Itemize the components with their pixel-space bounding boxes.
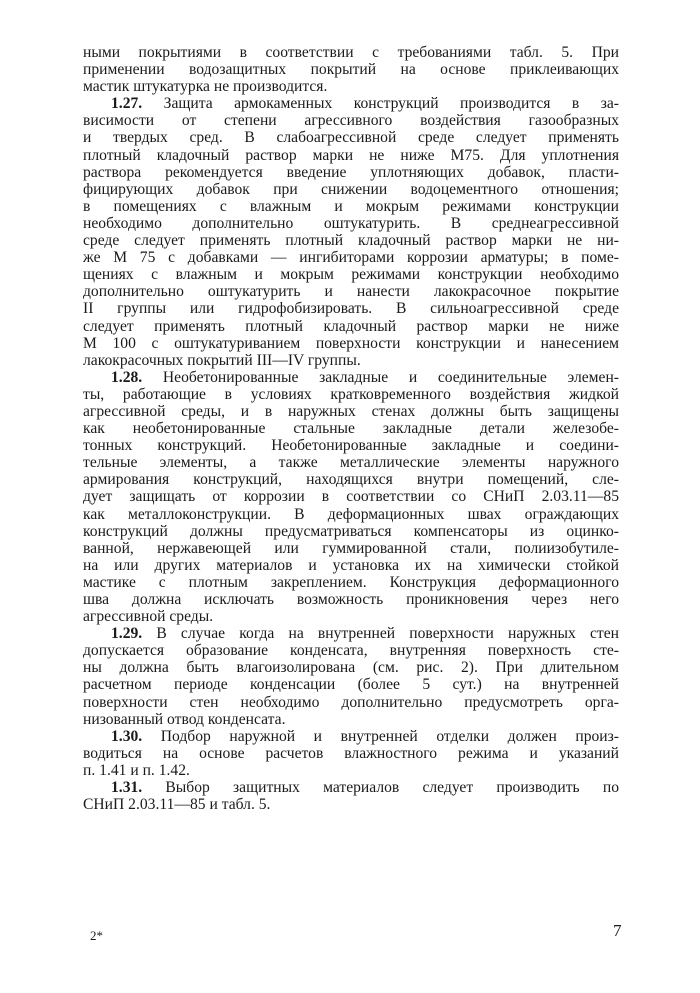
text-line: плотный кладочный раствор марки не ниже М75. Для уплотнения — [83, 146, 619, 164]
text-line-content: Защита армокаменных конструкций производится в за- — [142, 95, 619, 113]
paragraph-1-31 — [83, 779, 619, 813]
text-line: и твердых сред. В слабоагрессивной среде следует применять — [83, 129, 619, 147]
text-line-content: В случае когда на внутренней поверхности наружных стен — [142, 625, 619, 643]
text-line: как металлоконструкции. В деформационных швах ограждающих — [83, 505, 619, 523]
text-line: армирования конструкций, находящихся внутри помещений, сле- — [83, 471, 619, 489]
text-line: мастик штукатурка не производится. — [83, 78, 328, 96]
text-line: дует защищать от коррозии в соответствии со СНиП 2.03.11—85 — [83, 488, 619, 506]
text-line: допускается образование конденсата, внутренняя поверхность сте- — [83, 642, 619, 660]
text-line: агрессивной среды, и в наружных стенах должны быть защищены — [83, 402, 619, 420]
page-number: 7 — [613, 921, 622, 940]
paragraph-number: 1.28. — [111, 368, 143, 386]
text-line — [83, 779, 619, 796]
text-line: СНиП 2.03.11—85 и табл. 5. — [83, 796, 271, 814]
text-line: же М 75 с добавками — ингибиторами коррозии арматуры; в поме- — [83, 249, 619, 267]
text-line: лакокрасочных покрытий III—IV группы. — [83, 351, 361, 369]
paragraph-1-30 — [83, 728, 619, 779]
text-line: агрессивной среды. — [83, 608, 214, 626]
paragraph-1-27 — [83, 95, 619, 369]
text-line: следует применять плотный кладочный раствор марки не ниже — [83, 317, 619, 335]
text-line-content: Выбор защитных материалов следует производить по — [142, 779, 619, 797]
text-line: фицирующих добавок при снижении водоцементного отношения; — [83, 180, 619, 198]
text-line: п. 1.41 и п. 1.42. — [83, 761, 190, 779]
text-line — [83, 369, 619, 386]
signature-mark: 2* — [90, 928, 103, 943]
text-line: расчетном периоде конденсации (более 5 сут.) на внутренней — [83, 676, 619, 694]
text-line: щениях с влажным и мокрым режимами конструкции необходимо — [83, 266, 619, 284]
text-line: поверхности стен необходимо дополнительно предусмотреть орга- — [83, 693, 619, 711]
text-line: низованный отвод конденсата. — [83, 710, 286, 728]
text-line: тонных конструкций. Необетонированные закладные и соедини- — [83, 437, 619, 455]
paragraph-continuation — [83, 44, 619, 95]
paragraph-1-29 — [83, 625, 619, 728]
text-line: на или других материалов и установка их на химически стойкой — [83, 556, 619, 574]
text-line: ны должна быть влагоизолирована (см. рис. 2). При длительном — [83, 659, 619, 677]
text-line — [83, 95, 619, 112]
paragraph-number: 1.29. — [111, 625, 143, 643]
paragraph-number: 1.27. — [111, 95, 143, 113]
text-line: ными покрытиями в соответствии с требованиями табл. 5. При — [83, 44, 619, 61]
text-line: М 100 с оштукатуриванием поверхности конструкции и нанесением — [83, 334, 619, 352]
text-line: среде следует применять плотный кладочный раствор марки не ни- — [83, 232, 619, 250]
text-line: конструкций должны предусматриваться компенсаторы из оцинко- — [83, 522, 619, 540]
text-line: как необетонированные стальные закладные детали железобе- — [83, 420, 619, 438]
text-line: II группы или гидрофобизировать. В сильноагрессивной среде — [83, 300, 619, 318]
paragraph-1-28 — [83, 369, 619, 625]
text-line: тельные элементы, а также металлические элементы наружного — [83, 454, 619, 472]
text-line: мастике с плотным закреплением. Конструкция деформационного — [83, 573, 619, 591]
text-line: необходимо дополнительно оштукатурить. В среднеагрессивной — [83, 214, 619, 232]
paragraph-number: 1.31. — [111, 779, 143, 797]
text-line-content: Необетонированные закладные и соединительные элемен- — [142, 368, 619, 386]
text-line — [83, 728, 619, 745]
text-line: дополнительно оштукатурить и нанести лакокрасочное покрытие — [83, 283, 619, 301]
text-line: ванной, нержавеющей или гуммированной стали, полиизобутиле- — [83, 539, 619, 557]
text-line: водиться на основе расчетов влажностного режима и указаний — [83, 744, 619, 762]
text-line: ты, работающие в условиях кратковременного воздействия жидкой — [83, 385, 619, 403]
text-line-content: Подбор наружной и внутренней отделки должен произ- — [142, 727, 619, 745]
text-line: висимости от степени агрессивного воздействия газообразных — [83, 112, 619, 130]
text-line: применении водозащитных покрытий на основе приклеивающих — [83, 61, 619, 79]
text-line: раствора рекомендуется введение уплотняющих добавок, пласти- — [83, 163, 619, 181]
text-line: шва должна исключать возможность проникновения через него — [83, 591, 619, 608]
text-line: в помещениях с влажным и мокрым режимами конструкции — [83, 197, 619, 215]
text-block — [83, 44, 619, 813]
text-line — [83, 625, 619, 642]
paragraph-number: 1.30. — [111, 727, 143, 745]
